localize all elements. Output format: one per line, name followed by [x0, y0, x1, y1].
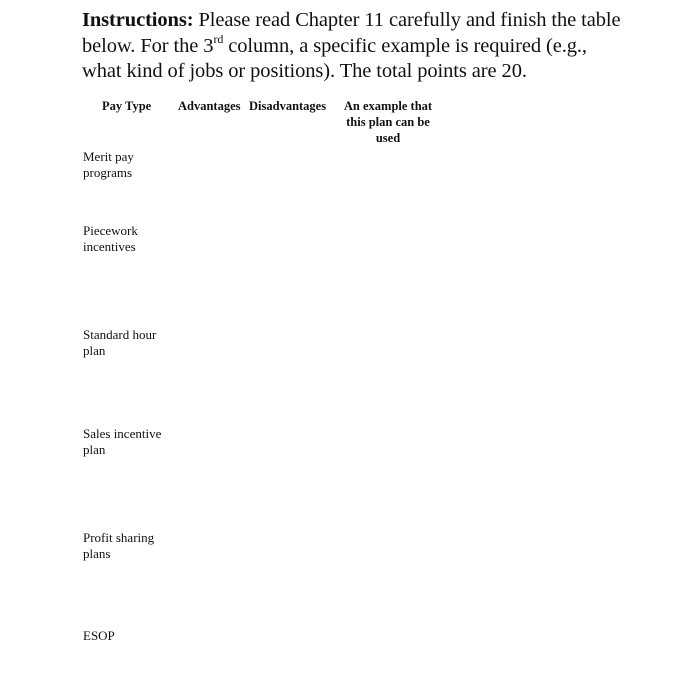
row-label-line1: ESOP: [83, 628, 115, 643]
header-advantages: Advantages: [178, 99, 241, 113]
instructions-superscript: rd: [213, 31, 224, 46]
row-label-line2: incentives: [83, 239, 136, 254]
row-piecework: [83, 223, 183, 255]
header-example-line3: used: [375, 131, 401, 145]
row-merit-pay: [83, 149, 183, 181]
row-profit-sharing: [83, 530, 183, 562]
header-pay-type: Pay Type: [102, 99, 152, 113]
row-label-line1: Sales incentive: [83, 426, 162, 441]
row-label-line2: programs: [83, 165, 133, 180]
row-label-line1: Piecework: [83, 223, 138, 238]
instructions-text-1: Please read Chapter 11 carefully and finish the table below. For the 3: [82, 9, 621, 57]
row-label-line1: Profit sharing: [83, 530, 155, 545]
row-standard-hour: [83, 327, 183, 359]
row-label-line2: plan: [83, 442, 106, 457]
row-sales-incentive: [83, 426, 183, 458]
instructions-label: Instructions:: [82, 9, 194, 31]
row-label-line2: plans: [83, 546, 111, 561]
header-example: [333, 98, 443, 146]
row-label-line1: Standard hour: [83, 327, 157, 342]
row-esop: [83, 628, 183, 644]
header-example-line2: this plan can be: [346, 115, 430, 129]
instructions-paragraph: [82, 8, 622, 85]
instructions-text-2: column, a specific example is required (e.g., what kind of jobs or positions). The total points are 20.: [82, 34, 587, 82]
row-label-line2: plan: [83, 343, 106, 358]
header-disadvantages: Disadvantages: [249, 99, 327, 113]
row-label-line1: Merit pay: [83, 149, 134, 164]
header-example-line1: An example that: [343, 99, 433, 113]
